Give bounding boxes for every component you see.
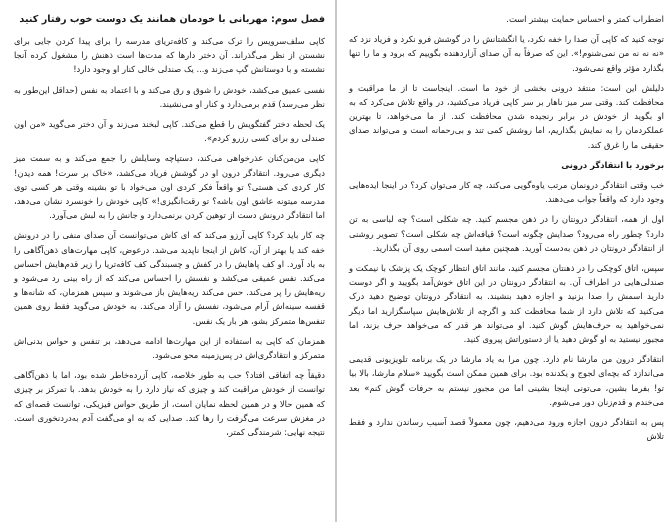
right-page — [337, 0, 672, 522]
paragraph: توجه کنید که کاپی آن صدا را خفه نکرد، یا انگشتانش را در گوشش فرو نکرد و فریاد نزد که «نه نه نه من نمی‌شنوم!». این که صرفاً به آن صدای آزاردهنده بگوییم که برود و ما را تنها بگذارد مؤثر واقع نمی‌شود. — [349, 34, 664, 73]
paragraph: اول از همه، انتقادگر درونتان را در ذهن مجسم کنید. چه شکلی است؟ چه لباسی به تن دارد؟ چطور راه می‌رود؟ صدایش چگونه است؟ قیافه‌اش چه شکلی است؟ تصویر روشنی از انتقادگر درونتان در ذهن به‌دست آورید. همچنین مفید است اسمی روی آن بگذارید. — [349, 214, 664, 253]
paragraph: دقیقاً چه اتفاقی افتاد؟ حب به طور خلاصه، کاپی آزرده‌خاطر شده بود، اما با ذهن‌آگاهی توانست از خودش مراقبت کند و چیزی که نیاز دارد را به خودش بدهد. با تمرکز بر چیزی که همین حالا و در همین لحظه نمایان است، از طریق حواس فیزیکی، توانست قصه‌ای که در مغزش سرعت می‌گرفت را رها کند. صدایی که به او می‌گفت آدم به‌دردنخوری است. نتیجه نهایی: شرمندگی کمتر، — [14, 370, 325, 438]
left-page-content — [14, 12, 325, 439]
section-heading: برخورد با انتقادگر درونی — [561, 159, 664, 170]
right-page-content — [349, 12, 664, 443]
paragraph: انتقادگر درون من مارشا نام دارد. چون مرا به یاد مارشا در یک برنامه تلویزیونی قدیمی می‌اندازد که بچه‌ای لجوج و یکدنده بود. برای همین ممکن است بگویید «سلام مارشا، بالا بیا تو! بفرما بشین، می‌تونی اینجا بشینی اما من مجبور نیستم به حرفات گوش کنم» بعد می‌خندم و قدم‌زنان دور می‌شوم. — [349, 354, 664, 407]
paragraph: یک لحظه دختر گفتگویش را قطع می‌کند. کاپی لبخند می‌زند و آن دختر می‌گوید «من اون صندلی رو برای کسی رزرو کردم». — [14, 119, 325, 144]
paragraph: کاپی سلف‌سرویس را ترک می‌کند و کافه‌تریای مدرسه را برای پیدا کردن جایی برای نشستن از نظر می‌گذراند. آن دختر دارها که مدت‌ها است ذهنش را مشغول کرده آنجا نشسته و با دوستانش گپ می‌زند و... یک صندلی خالی کنار او وجود دارد! — [14, 36, 325, 75]
paragraph: کاپی من‌من‌کنان عذرخواهی می‌کند، دستپاچه وسایلش را جمع می‌کند و به سمت میز دیگری می‌رود. انتقادگر درون او در گوشش فریاد می‌کشد، «خاک بر سرت! همه دیدن! کار کردی کی هستی؟ تو واقعاً فکر کردی اون می‌خواد با تو بشینه وقتی هر کسی توی مدرسه میتونه عاشق اون باشه؟ تو رقت‌انگیزی!» کاپی خودش را خونسرد نشان می‌دهد، اما انتقادگر درونش دست از توهین کردن برنمی‌دارد و جانش را به لبش می‌آورد. — [14, 153, 325, 221]
paragraph: سپس، اتاق کوچکی را در ذهنتان مجسم کنید، مانند اتاق انتظار کوچک یک پزشک با نیمکت و صندلی‌هایی در اطراف آن. به انتقادگر درونتان در این اتاق خوش‌آمد بگویید و اگر دوست دارید اسمش را صدا بزنید و اجازه دهید بنشیند. به انتقادگر درونتان توضیح دهید درک می‌کنید که تلاش دارد از شما محافظت کند و اگرچه از تلاش‌هایش سپاسگزارید اما دیگر نمی‌خواهید به حرف‌هایش گوش کنید. او می‌تواند هر قدر که می‌خواهد حرف بزند، اما مجبور نیستید به او گوش دهید یا از دستوراتش پیروی کنید. — [349, 263, 664, 345]
paragraph: نفسی عمیق می‌کشد، خودش را شوق و رق می‌کند و با اعتماد به نفس (حداقل این‌طور به نظر می‌رسد) قدم برمی‌دارد و کنار او می‌نشیند. — [14, 84, 325, 109]
paragraph: دلیلش این است: منتقد درونی بخشی از خود ما است. اینجاست تا از ما مراقبت و محافظت کند. وقتی سر میز ناهار بر سر کاپی فریاد می‌کشید، در واقع تلاش می‌کرد که به او بگوید از خودش در برابر رنجیده شدن محافظت کند. از ما می‌خواهد، تا بهترین عملکردمان را به نمایش بگذاریم، اما روشش کمی تند و بی‌رحمانه است و می‌تواند صدای حقیقی ما را غرق کند. — [349, 82, 664, 150]
chapter-title: فصل سوم: مهربانی با خودمان همانند یک دوست خوب رفتار کنید — [19, 14, 325, 25]
left-page — [0, 0, 335, 522]
paragraph: چه کار باید کرد؟ کاپی آرزو می‌کند که ای کاش می‌توانست آن صدای منفی را در درونش خفه کند یا بهتر از آن، کاش از اینجا ناپدید می‌شد. درعوض، کاپی مهارت‌های ذهن‌آگاهی را به یاد آورد. او کف پاهایش را در کفش و چسبندگی کف کافه‌تریا را زیر قدم‌هایش احساس می‌کند. نفس عمیقی می‌کشد و نفسش را احساس می‌کند که از راه بینی رد می‌شود و ریه‌هایش را پر می‌کند. حس می‌کند ریه‌هایش باز می‌شوند و سپس همزمان، که شانه‌ها و قفسه سینه‌اش آرام می‌شود، نفسش را آزاد می‌کند. به خودش می‌گوید فقط روی همین تنفس‌ها متمرکز بشو، هر بار یک نفس. — [14, 230, 325, 326]
paragraph: همزمان که کاپی به استفاده از این مهارت‌ها ادامه می‌دهد، بر تنفس و حواس بدنی‌اش متمرکز و انتقادگری‌اش در پس‌زمینه محو می‌شود. — [14, 335, 325, 361]
paragraph: خب وقتی انتقادگر درونمان مرتب یاوه‌گویی می‌کند، چه کار می‌توان کرد؟ در اینجا ایده‌هایی وجود دارد که واقعاً جواب می‌دهند. — [349, 180, 664, 205]
paragraph: اضطراب کمتر و احساس حمایت بیشتر است. — [506, 14, 664, 24]
paragraph: پس به انتقادگر درون اجازه ورود می‌دهیم، چون معمولاً قصد آسیب رساندن ندارد و فقط تلاش — [349, 417, 664, 442]
